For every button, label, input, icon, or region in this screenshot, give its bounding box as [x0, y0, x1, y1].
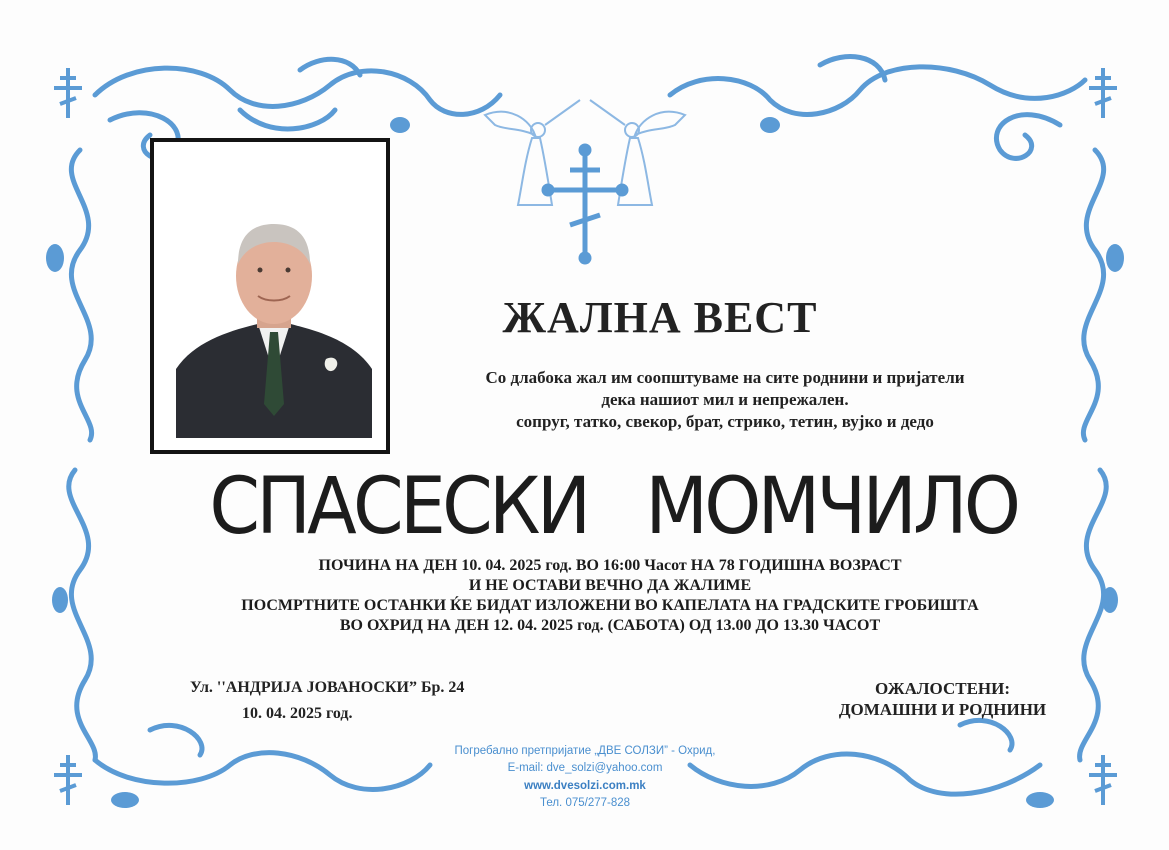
- cross-icon: [1089, 755, 1117, 805]
- intro-line-1: Со длабока жал им соопштуваме на сите роднини и пријатели: [485, 368, 965, 387]
- footer-company: Погребално претпријатие „ДВЕ СОЛЗИ” - Охрид,: [454, 745, 716, 757]
- cross-icon: [1089, 68, 1117, 118]
- address: Ул. ''АНДРИЈА ЈОВАНОСКИ” Бр. 24: [190, 679, 465, 696]
- cross-icon: [544, 146, 626, 262]
- footer-website: www.dvesolzi.com.mk: [524, 780, 646, 792]
- footer-email: E-mail: dve_solzi@yahoo.com: [507, 762, 663, 774]
- detail-line-3: ПОСМРТНИТЕ ОСТАНКИ ЌЕ БИДАТ ИЗЛОЖЕНИ ВО КАПЕЛАТА НА ГРАДСКИТЕ ГРОБИШТА: [241, 597, 979, 614]
- mourners-label: ОЖАЛОСТЕНИ:: [874, 679, 1011, 698]
- cross-icon: [54, 68, 82, 118]
- intro-line-2: дека нашиот мил и непрежален.: [601, 390, 849, 409]
- detail-line-4: ВО ОХРИД НА ДЕН 12. 04. 2025 год. (САБОТА) ОД 13.00 ДО 13.30 ЧАСОТ: [339, 617, 881, 634]
- portrait-photo: [166, 154, 374, 438]
- detail-line-2: И НЕ ОСТАВИ ВЕЧНО ДА ЖАЛИМЕ: [468, 577, 752, 594]
- deceased-name: СПАСЕСКИ МОМЧИЛО: [209, 462, 1018, 552]
- notice-heading: ЖАЛНА ВЕСТ: [502, 293, 818, 342]
- detail-line-1: ПОЧИНА НА ДЕН 10. 04. 2025 год. ВО 16:00 Часот НА 78 ГОДИШНА ВОЗРАСТ: [318, 557, 902, 574]
- cross-icon: [54, 755, 82, 805]
- intro-line-3: сопруг, татко, свекор, брат, стрико, тетин, вујко и дедо: [516, 412, 934, 431]
- notice-date: 10. 04. 2025 год.: [242, 705, 353, 722]
- portrait-frame: [150, 138, 390, 454]
- mourners: ДОМАШНИ И РОДНИНИ: [838, 700, 1047, 719]
- footer-phone: Тел. 075/277-828: [539, 797, 631, 809]
